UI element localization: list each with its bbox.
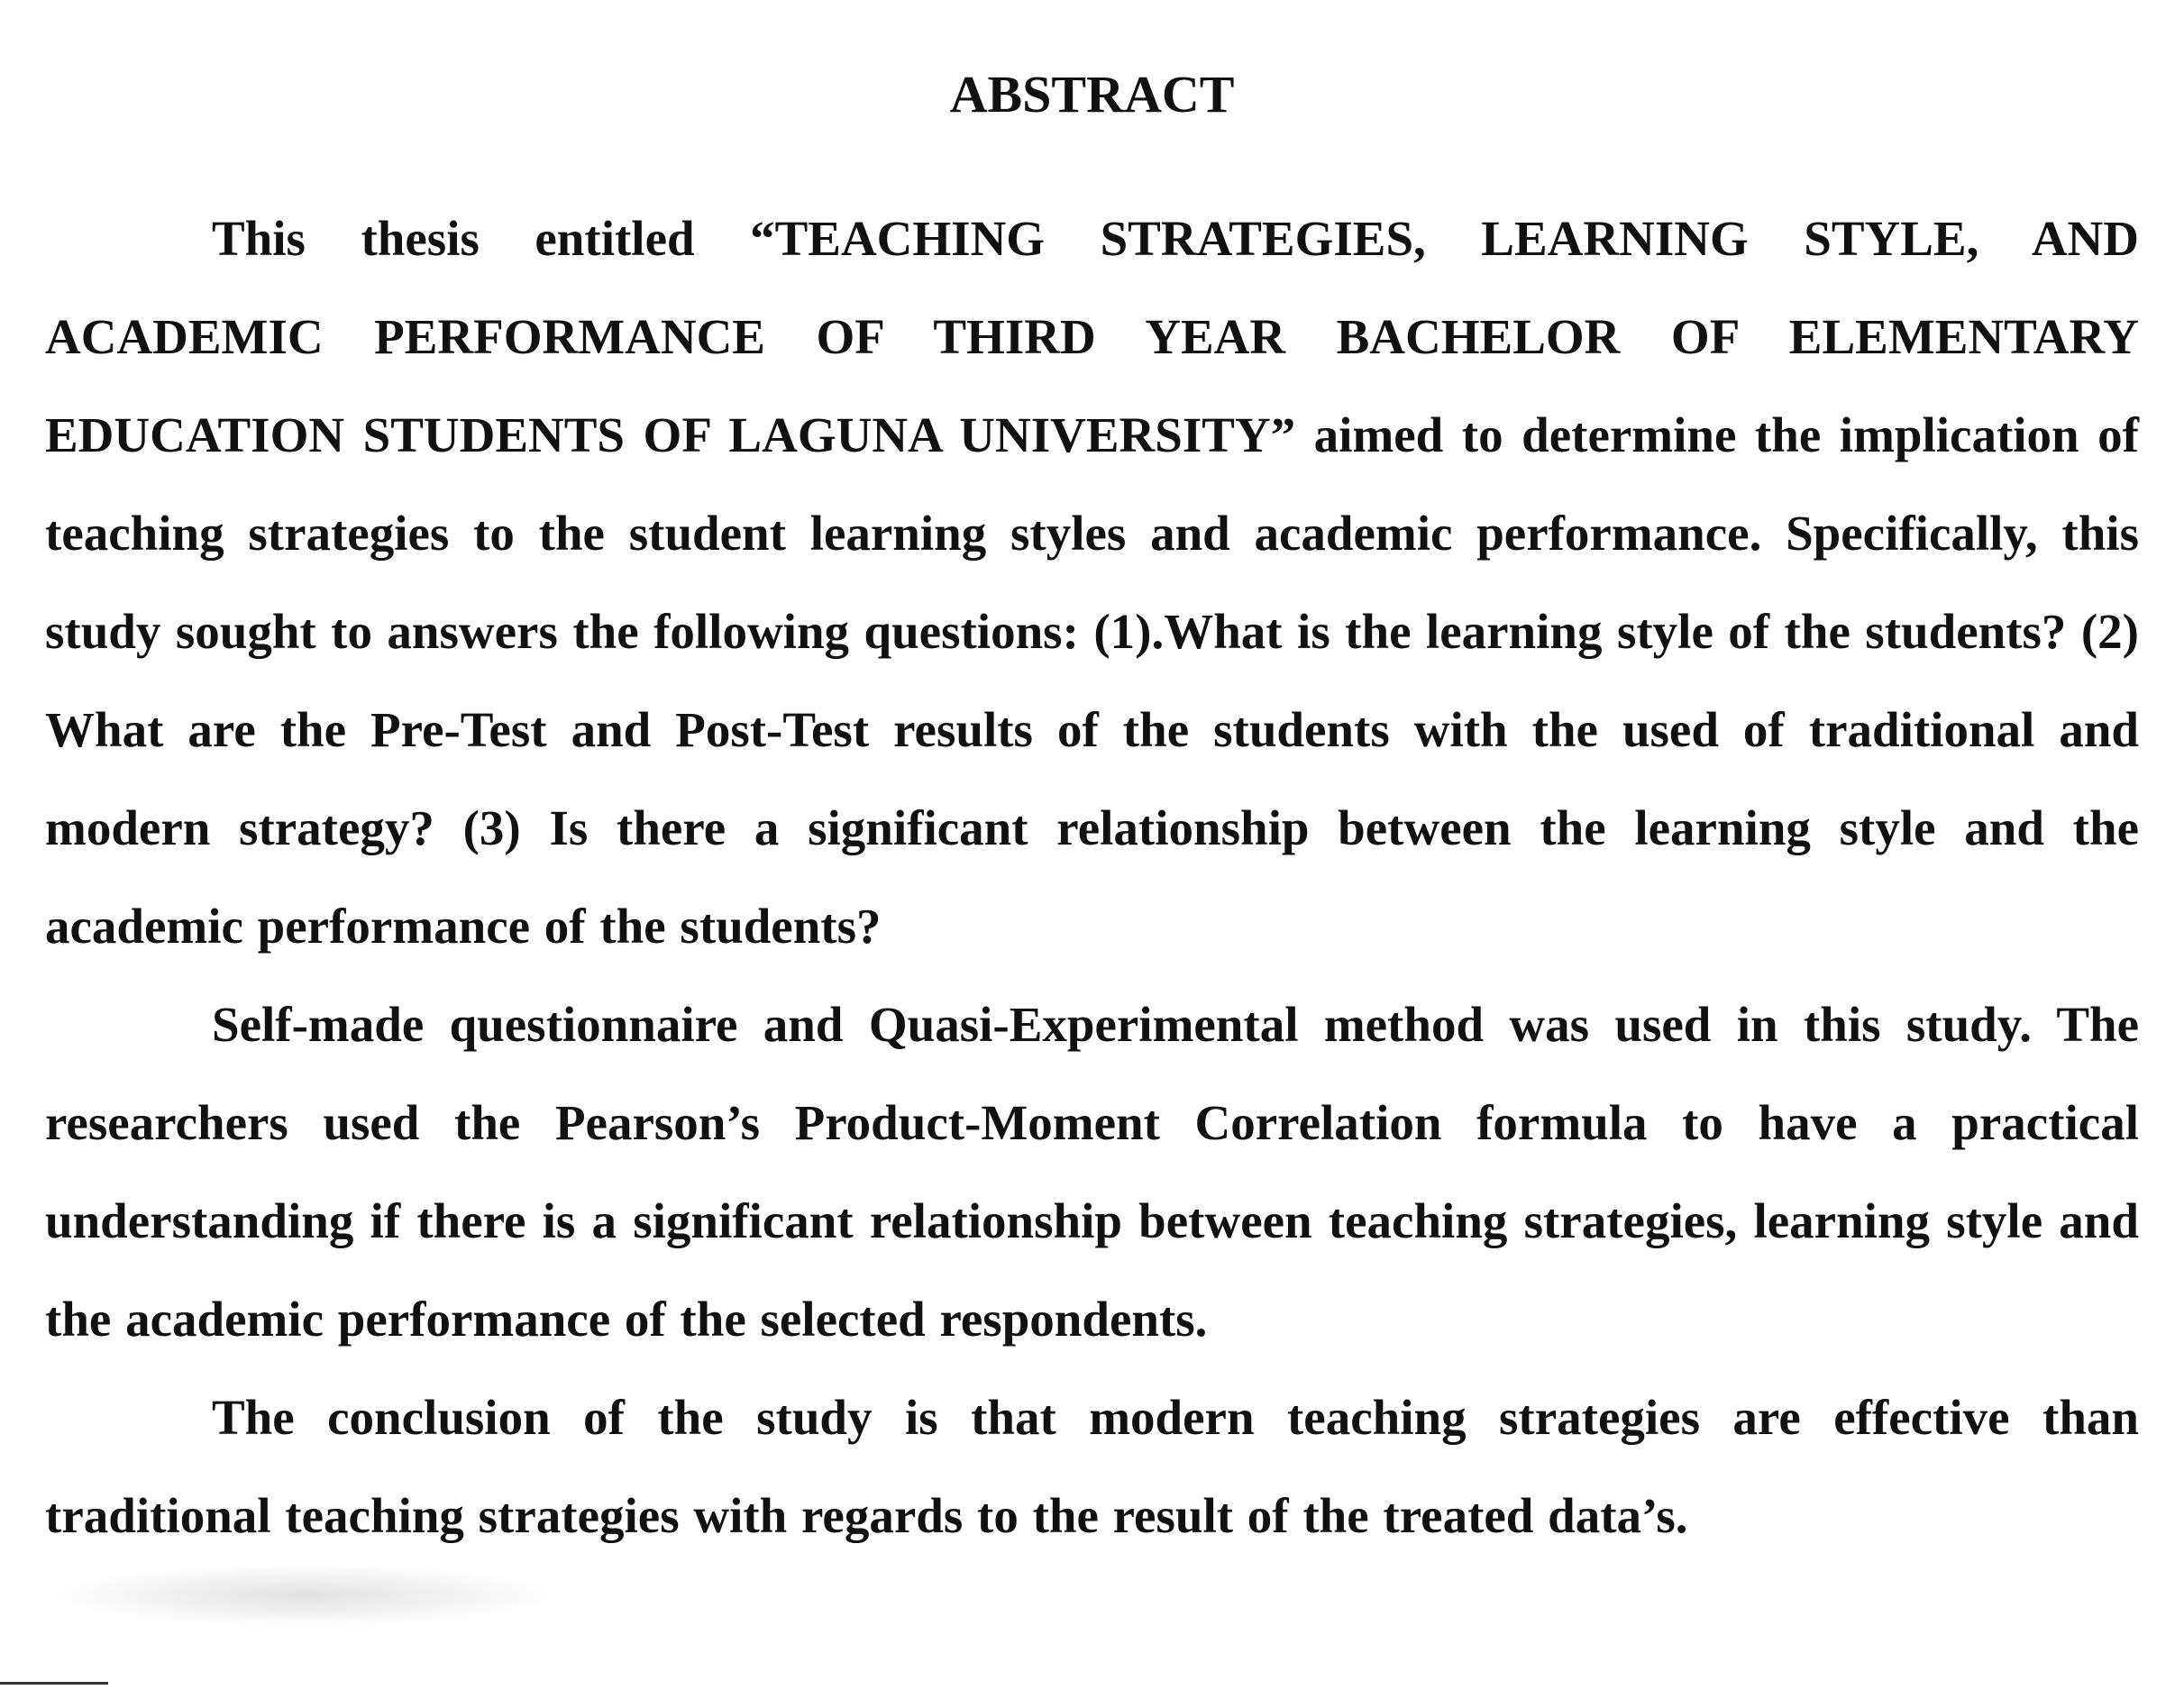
page-edge-mark <box>0 1682 108 1685</box>
abstract-paragraph-1: This thesis entitled “TEACHING STRATEGIES, LEARNING STYLE, AND ACADEMIC PERFORMANCE OF THIRD YEAR BACHELOR OF ELEMENTARY EDUCATION STUDENTS OF LAGUNA UNIVERSITY” aimed to determine the implication of teaching strategies to the student learning styles and academic performance. Specifically, this study sought to answers the following questions: (1).What is the learning style of the students? (2) What are the Pre-Test and Post-Test results of the students with the used of traditional and modern strategy? (3) Is there a significant relationship between the learning style and the academic performance of the students? <box>45 211 2139 954</box>
abstract-paragraph-2: Self-made questionnaire and Quasi-Experimental method was used in this study. The researchers used the Pearson’s Product-Moment Correlation formula to have a practical understanding if there is a significant relationship between teaching strategies, learning style and the academic performance of the selected respondents. <box>45 997 2139 1347</box>
page-title: ABSTRACT <box>949 65 1235 123</box>
abstract-paragraph-3: The conclusion of the study is that modern teaching strategies are effective than traditional teaching strategies with regards to the result of the treated data’s. <box>45 1390 2139 1543</box>
